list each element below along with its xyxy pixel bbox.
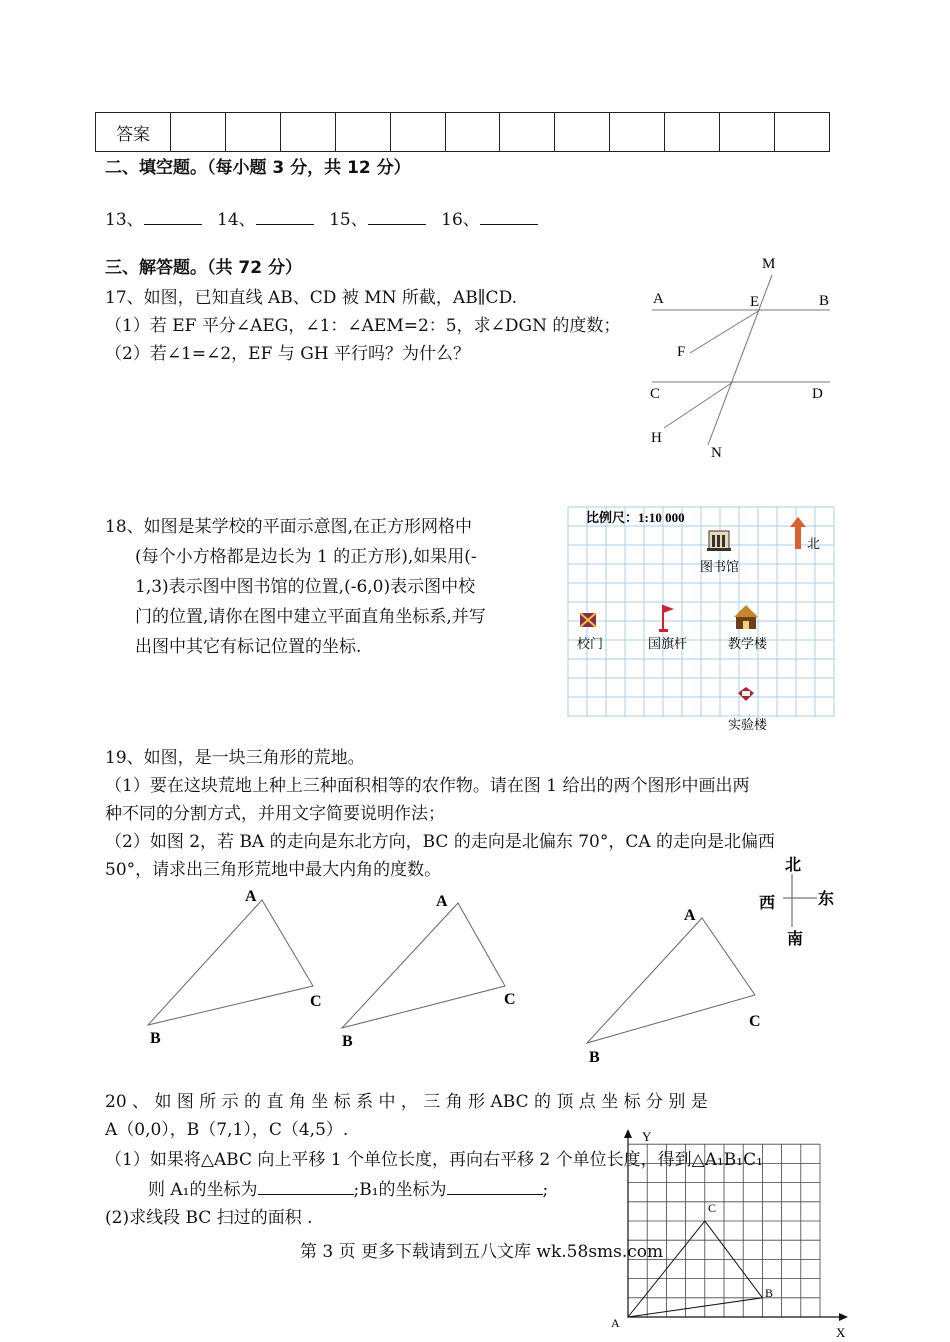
blank-label-13: 13、	[105, 210, 144, 230]
lab-icon	[738, 687, 754, 701]
q18-line: 出图中其它有标记位置的坐标.	[135, 637, 362, 657]
q20-line1: 20 、 如 图 所 示 的 直 角 坐 标 系 中 ， 三 角 形 ABC 的 顶 点 坐 标 分 别 是	[105, 1092, 708, 1112]
tri1-label-c: C	[310, 993, 322, 1010]
triangle-2	[342, 903, 505, 1028]
label-c: C	[650, 386, 661, 402]
answer-table	[95, 112, 830, 152]
compass-east: 东	[818, 891, 835, 908]
triangle-abc	[628, 1221, 762, 1317]
q17-part1: （1）若 EF 平分∠AEG，∠1：∠AEM=2：5，求∠DGN 的度数；	[105, 316, 621, 336]
y-axis-arrow-icon	[624, 1129, 632, 1138]
fill-blanks-row	[105, 210, 538, 229]
point-b-label: B	[765, 1286, 774, 1300]
q19-part1-b: 种不同的分割方式，并用文字简要说明作法；	[105, 804, 445, 824]
gate-icon	[580, 613, 596, 627]
triangle-1	[148, 900, 313, 1025]
axis-y-label: Y	[642, 1129, 652, 1144]
flagpole-icon	[659, 605, 674, 632]
label-h: H	[651, 430, 662, 446]
q20-end: ;	[542, 1180, 549, 1200]
map-scale: 比例尺：1:10 000	[586, 510, 685, 525]
label-b: B	[819, 293, 830, 309]
answer-cell[interactable]	[774, 113, 829, 152]
q18-line: 1,3)表示图中图书馆的位置,(-6,0)表示图中校	[135, 577, 476, 597]
q20-part1: （1）如果将△ABC 向上平移 1 个单位长度，再向右平移 2 个单位长度，得到△A₁B₁C₁	[105, 1150, 763, 1170]
tri2-label-a: A	[436, 893, 448, 910]
a1-coordinate-blank[interactable]	[258, 1180, 354, 1195]
north-arrow-icon	[790, 517, 806, 549]
library-icon	[707, 531, 731, 551]
x-axis-arrow-icon	[839, 1313, 848, 1321]
blank-label-15: 15、	[329, 210, 368, 230]
q17-stem: 17、如图，已知直线 AB、CD 被 MN 所截，AB∥CD.	[105, 288, 517, 308]
q17-figure	[640, 250, 850, 465]
compass-west: 西	[759, 895, 776, 912]
page-footer: 第 3 页 更多下载请到五八文库 wk.58sms.com	[300, 1242, 664, 1262]
q20-part2: (2)求线段 BC 扫过的面积 .	[105, 1208, 313, 1228]
tri1-label-b: B	[150, 1030, 161, 1047]
q18-line: (每个小方格都是边长为 1 的正方形),如果用(-	[135, 547, 477, 567]
school-map	[566, 505, 836, 740]
tri1-label-a: A	[245, 888, 257, 905]
section3-heading: 三、解答题。（共 72 分）	[105, 258, 302, 278]
north-label: 北	[807, 536, 821, 551]
q20-part1-b	[148, 1180, 548, 1199]
compass-north: 北	[785, 857, 802, 874]
triangle-figures	[0, 880, 800, 1070]
library-label: 图书馆	[700, 559, 740, 574]
answer-cell[interactable]	[390, 113, 445, 152]
label-f: F	[677, 344, 686, 360]
q18-text	[105, 512, 486, 662]
b1-coordinate-blank[interactable]	[447, 1180, 543, 1195]
line-ef	[690, 310, 760, 353]
blank-16[interactable]	[480, 210, 538, 225]
answer-cell[interactable]	[280, 113, 335, 152]
q20-line2: A（0,0），B（7,1），C（4,5）.	[105, 1120, 349, 1140]
answer-cell[interactable]	[665, 113, 720, 152]
tri3-label-b: B	[589, 1049, 600, 1066]
tri2-label-b: B	[342, 1033, 353, 1050]
answer-cell[interactable]	[171, 113, 226, 152]
lab-label: 实验楼	[728, 717, 768, 732]
teaching-building-icon	[734, 605, 758, 629]
blank-13[interactable]	[144, 210, 202, 225]
tri3-label-a: A	[684, 907, 696, 924]
point-a-label: A	[611, 1316, 620, 1330]
blank-label-16: 16、	[441, 210, 480, 230]
label-m: M	[762, 256, 776, 272]
label-a: A	[653, 291, 664, 307]
q17-part2: （2）若∠1=∠2，EF 与 GH 平行吗？为什么？	[105, 344, 471, 364]
q19-stem: 19、如图，是一块三角形的荒地。	[105, 748, 365, 768]
flagpole-label: 国旗杆	[648, 636, 688, 651]
answer-cell[interactable]	[720, 113, 775, 152]
blank-15[interactable]	[368, 210, 426, 225]
line-mn	[708, 275, 772, 445]
section2-heading: 二、填空题。（每小题 3 分，共 12 分）	[105, 158, 411, 178]
blank-label-14: 14、	[217, 210, 256, 230]
q19-part1-a: （1）要在这块荒地上种上三种面积相等的农作物。请在图 1 给出的两个图形中画出两	[105, 776, 750, 796]
q20-a1-prompt: 则 A₁的坐标为	[148, 1180, 258, 1200]
answer-cell[interactable]	[445, 113, 500, 152]
answer-cell[interactable]	[225, 113, 280, 152]
answer-cell[interactable]	[555, 113, 610, 152]
tri3-label-c: C	[749, 1013, 761, 1030]
teaching-building-label: 教学楼	[728, 636, 768, 651]
q20-b1-prompt: ;B₁的坐标为	[353, 1180, 447, 1200]
label-d: D	[812, 386, 823, 402]
answer-cell[interactable]	[610, 113, 665, 152]
q19-part2-a: （2）如图 2，若 BA 的走向是东北方向，BC 的走向是北偏东 70°，CA 的走向是北偏西	[105, 832, 776, 852]
triangle-3	[587, 918, 755, 1043]
point-c-label: C	[708, 1201, 717, 1215]
answer-label-cell: 答案	[96, 113, 171, 152]
gate-label: 校门	[577, 636, 604, 651]
q19-part2-b: 50°，请求出三角形荒地中最大内角的度数。	[105, 860, 442, 880]
axis-x-label: X	[836, 1325, 846, 1340]
label-e: E	[750, 294, 760, 310]
label-n: N	[711, 445, 722, 461]
q18-line: 18、如图是某学校的平面示意图,在正方形网格中	[105, 517, 473, 537]
tri2-label-c: C	[504, 991, 516, 1008]
answer-cell[interactable]	[500, 113, 555, 152]
answer-cell[interactable]	[335, 113, 390, 152]
q18-line: 门的位置,请你在图中建立平面直角坐标系,并写	[135, 607, 486, 627]
compass-south: 南	[787, 931, 804, 948]
blank-14[interactable]	[256, 210, 314, 225]
